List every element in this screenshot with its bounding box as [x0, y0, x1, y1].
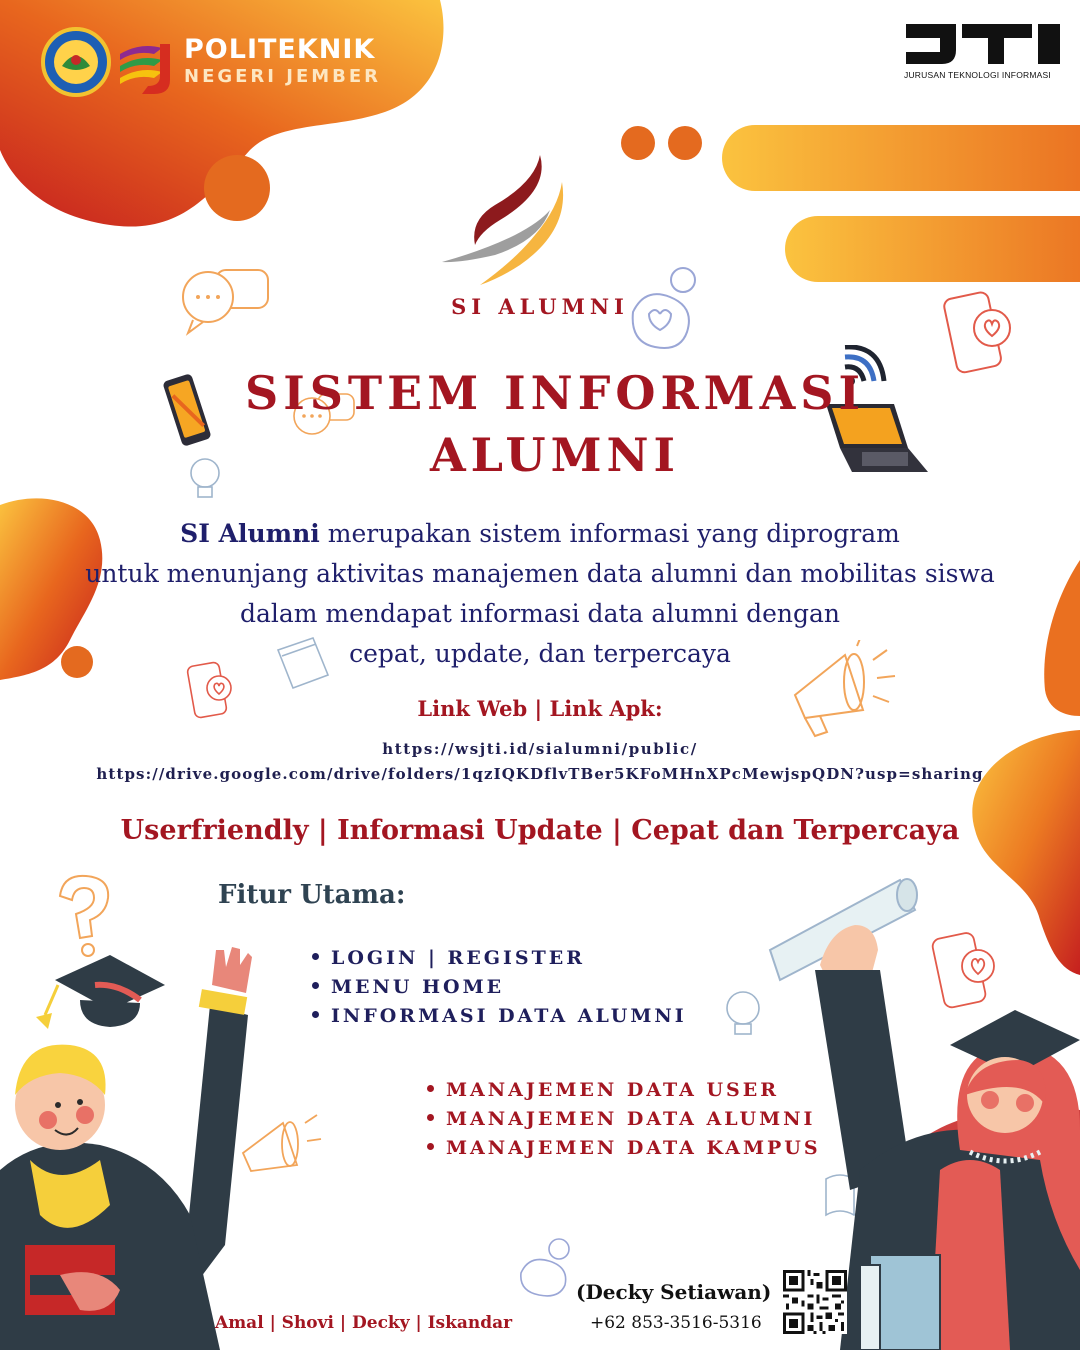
- feature-item: MENU HOME: [312, 973, 687, 1002]
- si-alumni-label: SI ALUMNI: [451, 294, 629, 319]
- bullet-icon: [427, 1143, 434, 1150]
- blob-dot: [621, 126, 655, 160]
- tagline: Userfriendly | Informasi Update | Cepat dan Terpercaya: [120, 815, 960, 846]
- institution-name: POLITEKNIK: [184, 34, 376, 65]
- polije-mark-icon: [114, 40, 174, 100]
- jti-logo: [904, 22, 1064, 80]
- heart-bubble-icon: [515, 1235, 580, 1300]
- si-alumni-logo-icon: [440, 150, 570, 290]
- feature-item: INFORMASI DATA ALUMNI: [312, 1002, 687, 1031]
- description-line-4: cepat, update, dan terpercaya: [349, 639, 731, 668]
- team-names: Amal | Shovi | Decky | Iskandar: [215, 1313, 513, 1333]
- bullet-icon: [427, 1114, 434, 1121]
- blob-dot: [668, 126, 702, 160]
- features-heading: Fitur Utama:: [218, 880, 406, 910]
- feature-item: MANAJEMEN DATA USER: [427, 1076, 821, 1105]
- description-highlight: SI Alumni: [180, 519, 320, 548]
- contact-name: (Decky Setiawan): [576, 1280, 772, 1304]
- title-line-2: ALUMNI: [429, 428, 681, 482]
- bullet-icon: [312, 953, 319, 960]
- blob-dot: [204, 155, 270, 221]
- description: [0, 514, 1080, 674]
- graduation-cap-icon: [36, 955, 165, 1029]
- polije-logo: [40, 26, 112, 102]
- web-link[interactable]: https://wsjti.id/sialumni/public/: [382, 740, 698, 758]
- feature-item: LOGIN | REGISTER: [312, 944, 687, 973]
- description-line-2: untuk menunjang aktivitas manajemen data alumni dan mobilitas siswa: [85, 559, 995, 588]
- bullet-icon: [427, 1085, 434, 1092]
- heart-bubble-icon: [625, 262, 705, 357]
- jti-wordmark-icon: [904, 22, 1062, 66]
- chat-bubble-icon: [178, 265, 273, 340]
- feature-item: MANAJEMEN DATA KAMPUS: [427, 1134, 821, 1163]
- description-line-1-text: merupakan sistem informasi yang diprogram: [319, 519, 900, 548]
- department-name: JURUSAN TEKNOLOGI INFORMASI: [904, 70, 1051, 80]
- user-feature-list: [312, 944, 687, 1031]
- institution-subname: NEGERI JEMBER: [184, 66, 382, 87]
- contact-phone: +62 853-3516-5316: [590, 1313, 762, 1333]
- polije-emblem-icon: [40, 26, 112, 98]
- bullet-icon: [312, 982, 319, 989]
- qr-code-icon[interactable]: [783, 1270, 847, 1334]
- links-heading: Link Web | Link Apk:: [417, 696, 663, 721]
- description-line-1: [0, 514, 1080, 554]
- bullet-icon: [312, 1011, 319, 1018]
- feature-item: MANAJEMEN DATA ALUMNI: [427, 1105, 821, 1134]
- main-title: [0, 362, 1080, 486]
- pill-stripe: [785, 216, 1080, 282]
- graduate-boy-illustration: [0, 945, 290, 1350]
- apk-link[interactable]: https://drive.google.com/drive/folders/1qzIQKDflvTBer5KFoMHnXPcMewjspQDN?usp=sharing: [96, 765, 984, 783]
- title-line-1: SISTEM INFORMASI: [244, 366, 866, 420]
- description-line-3: dalam mendapat informasi data alumni dengan: [239, 599, 841, 628]
- pill-stripe: [722, 125, 1080, 191]
